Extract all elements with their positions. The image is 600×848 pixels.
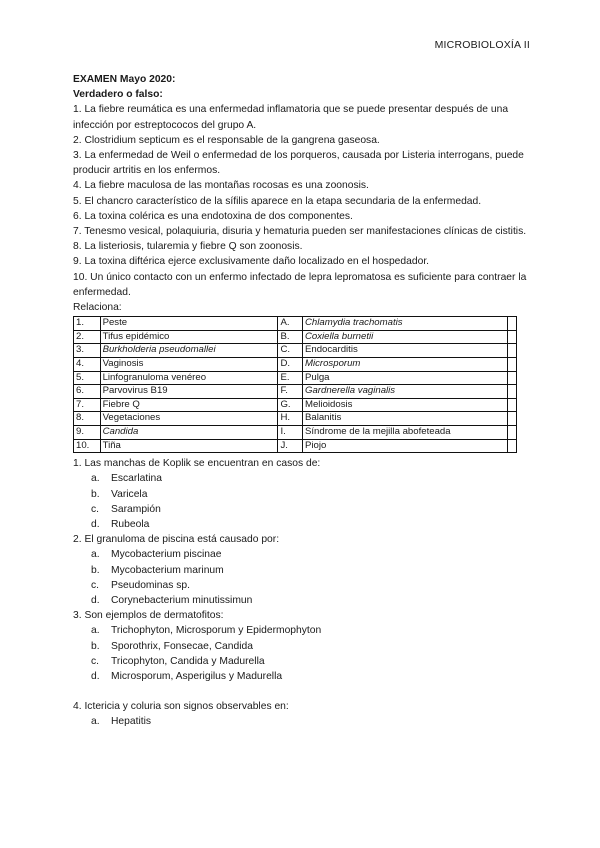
row-number: 10.	[74, 439, 101, 453]
relaciona-row	[74, 344, 517, 358]
option-letter: d.	[91, 671, 100, 683]
option-text: Microsporum, Asperigilus y Madurella	[111, 671, 283, 683]
option-letter: a.	[91, 625, 100, 637]
mcq-question: 4. Ictericia y coluria son signos observables en:	[73, 701, 289, 713]
row-left-term: Vegetaciones	[100, 412, 278, 426]
true-false-item: 5. El chancro característico de la sífilis aparece en la etapa secundaria de la enfermedad.	[73, 195, 482, 207]
row-right-term: Microsporum	[302, 358, 507, 372]
mcq-option	[73, 714, 528, 729]
mcq-option	[73, 593, 528, 608]
row-right-term: Balanitis	[302, 412, 507, 426]
option-text: Rubeola	[111, 519, 150, 530]
row-number: 7.	[74, 398, 101, 412]
option-letter: c.	[91, 655, 100, 667]
true-false-item: 3. La enfermedad de Weil o enfermedad de los porqueros, causada por Listeria interrogans, puede producir artritis en los enfermos.	[73, 150, 524, 177]
relaciona-row	[74, 398, 517, 412]
row-right-term: Coxiella burnetii	[302, 330, 507, 344]
true-false-list	[73, 102, 528, 300]
mcq-option	[73, 502, 528, 517]
row-empty-cell	[508, 371, 517, 385]
option-letter: b.	[91, 564, 100, 576]
mcq-option	[73, 563, 528, 578]
mcq-option	[73, 471, 528, 486]
row-letter: I.	[278, 426, 303, 440]
option-letter: b.	[91, 640, 100, 652]
relaciona-title: Relaciona:	[73, 302, 122, 314]
option-letter: c.	[91, 503, 100, 515]
row-right-term: Piojo	[302, 439, 507, 453]
row-right-term: Melioidosis	[302, 398, 507, 412]
row-letter: J.	[278, 439, 303, 453]
row-empty-cell	[508, 344, 517, 358]
relaciona-row	[74, 358, 517, 372]
option-text: Trichophyton, Microsporum y Epidermophyton	[111, 625, 322, 637]
mcq-option	[73, 623, 528, 638]
option-letter: d.	[91, 519, 100, 530]
row-number: 2.	[74, 330, 101, 344]
option-letter: a.	[91, 716, 100, 728]
relaciona-row	[74, 385, 517, 399]
row-empty-cell	[508, 398, 517, 412]
option-text: Varicela	[111, 488, 148, 500]
option-text: Tricophyton, Candida y Madurella	[111, 655, 265, 667]
option-text: Mycobacterium piscinae	[111, 549, 222, 561]
option-text: Escarlatina	[111, 473, 162, 485]
true-false-item: 1. La fiebre reumática es una enfermedad inflamatoria que se puede presentar después de una infección por estreptococos del grupo A.	[73, 104, 509, 131]
option-letter: a.	[91, 473, 100, 485]
true-false-item: 9. La toxina diftérica ejerce exclusivamente daño localizado en el hospedador.	[73, 256, 430, 268]
option-text: Sporothrix, Fonsecae, Candida	[111, 640, 253, 652]
row-left-term: Tifus epidémico	[100, 330, 278, 344]
document-body	[73, 72, 528, 730]
true-false-item: 10. Un único contacto con un enfermo infectado de lepra lepromatosa es suficiente para contraer la enfermedad.	[73, 271, 527, 298]
row-right-term: Endocarditis	[302, 344, 507, 358]
row-empty-cell	[508, 385, 517, 399]
mcq-option	[73, 669, 528, 684]
row-letter: E.	[278, 371, 303, 385]
page-header: MICROBIOLOXÍA II	[434, 39, 530, 51]
row-number: 3.	[74, 344, 101, 358]
option-letter: d.	[91, 595, 100, 607]
relaciona-row	[74, 330, 517, 344]
true-false-item: 6. La toxina colérica es una endotoxina de dos componentes.	[73, 210, 353, 222]
relaciona-row	[74, 412, 517, 426]
option-letter: b.	[91, 488, 100, 500]
row-empty-cell	[508, 330, 517, 344]
row-number: 6.	[74, 385, 101, 399]
mcq-option	[73, 639, 528, 654]
row-letter: D.	[278, 358, 303, 372]
row-number: 9.	[74, 426, 101, 440]
multiple-choice-list	[73, 456, 528, 729]
row-number: 1.	[74, 317, 101, 331]
option-letter: a.	[91, 549, 100, 561]
relaciona-row	[74, 426, 517, 440]
row-left-term: Burkholderia pseudomallei	[100, 344, 278, 358]
row-letter: B.	[278, 330, 303, 344]
mcq-option	[73, 547, 528, 562]
row-left-term: Candida	[100, 426, 278, 440]
mcq-option	[73, 487, 528, 502]
row-right-term: Gardnerella vaginalis	[302, 385, 507, 399]
relaciona-row	[74, 439, 517, 453]
row-number: 4.	[74, 358, 101, 372]
row-empty-cell	[508, 412, 517, 426]
relaciona-row	[74, 371, 517, 385]
row-empty-cell	[508, 426, 517, 440]
mcq-question: 3. Son ejemplos de dermatofitos:	[73, 610, 224, 622]
exam-title: EXAMEN Mayo 2020:	[73, 74, 176, 85]
row-left-term: Linfogranuloma venéreo	[100, 371, 278, 385]
row-empty-cell	[508, 317, 517, 331]
row-empty-cell	[508, 358, 517, 372]
row-left-term: Parvovirus B19	[100, 385, 278, 399]
option-text: Hepatitis	[111, 716, 152, 728]
mcq-option	[73, 578, 528, 593]
row-right-term: Pulga	[302, 371, 507, 385]
mcq-option	[73, 654, 528, 669]
row-letter: F.	[278, 385, 303, 399]
mcq-option	[73, 517, 528, 532]
option-text: Sarampión	[111, 503, 161, 515]
true-false-item: 4. La fiebre maculosa de las montañas rocosas es una zoonosis.	[73, 180, 369, 192]
true-false-item: 8. La listeriosis, tularemia y fiebre Q son zoonosis.	[73, 241, 303, 253]
row-empty-cell	[508, 439, 517, 453]
option-text: Corynebacterium minutissimun	[111, 595, 253, 607]
row-letter: H.	[278, 412, 303, 426]
row-left-term: Fiebre Q	[100, 398, 278, 412]
row-right-term: Chlamydia trachomatis	[302, 317, 507, 331]
true-false-title: Verdadero o falso:	[73, 89, 163, 101]
row-letter: A.	[278, 317, 303, 331]
relaciona-row	[74, 317, 517, 331]
option-text: Pseudominas sp.	[111, 579, 190, 591]
option-text: Mycobacterium marinum	[111, 564, 224, 576]
option-letter: c.	[91, 579, 100, 591]
true-false-item: 2. Clostridium septicum es el responsable de la gangrena gaseosa.	[73, 134, 380, 146]
row-number: 5.	[74, 371, 101, 385]
row-letter: G.	[278, 398, 303, 412]
row-left-term: Vaginosis	[100, 358, 278, 372]
row-left-term: Peste	[100, 317, 278, 331]
row-letter: C.	[278, 344, 303, 358]
mcq-question: 1. Las manchas de Koplik se encuentran en casos de:	[73, 458, 321, 470]
row-number: 8.	[74, 412, 101, 426]
true-false-item: 7. Tenesmo vesical, polaquiuria, disuria y hematuria pueden ser manifestaciones clínicas de cistitis.	[73, 226, 527, 238]
spacer	[73, 684, 528, 699]
mcq-question: 2. El granuloma de piscina está causado por:	[73, 534, 280, 546]
row-right-term: Síndrome de la mejilla abofeteada	[302, 426, 507, 440]
relaciona-table	[73, 316, 517, 453]
row-left-term: Tiña	[100, 439, 278, 453]
